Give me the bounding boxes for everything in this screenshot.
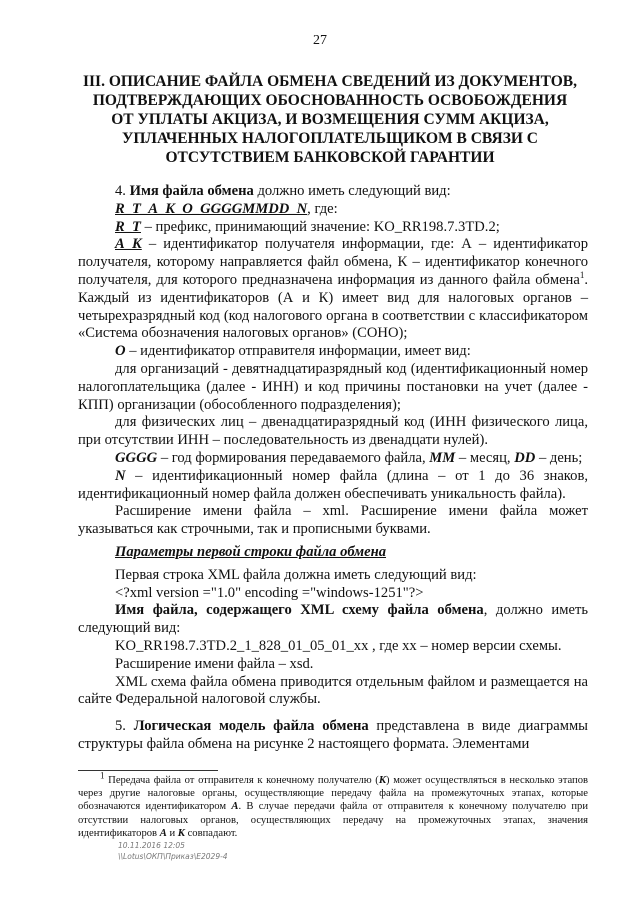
paragraph-logical-model	[78, 718, 588, 754]
paragraph-text: – день;	[535, 449, 583, 466]
paragraph-schema-file: KO_RR198.7.3TD.2_1_828_01_05_01_xx , где хх – номер версии схемы.	[115, 637, 562, 654]
paragraph-text: – год формирования передаваемого файла,	[157, 449, 430, 466]
paragraph-text: – префикс, принимающий значение: KO_RR198.7.3TD.2;	[140, 218, 500, 235]
paragraph-file-id	[78, 468, 588, 504]
footnote-text	[78, 770, 589, 840]
term-recipient: A_K	[115, 236, 142, 253]
term-schema-name: Имя файла, содержащего XML схему файла обмена	[115, 602, 484, 619]
page-number: 27	[313, 33, 327, 48]
footnote-divider	[78, 770, 218, 771]
paragraph-first-line: Первая строка XML файла должна иметь следующий вид:	[115, 566, 477, 583]
section-title: III. ОПИСАНИЕ ФАЙЛА ОБМЕНА СВЕДЕНИЙ ИЗ ДОКУМЕНТОВ, ПОДТВЕРЖДАЮЩИХ ОБОСНОВАННОСТЬ ОСВОБОЖДЕНИЯ ОТ УПЛАТЫ АКЦИЗА, И ВОЗМЕЩЕНИЯ СУММ АКЦИЗА, УПЛАЧЕННЫХ НАЛОГОПЛАТЕЛЬЩИКОМ В СВЯЗИ С ОТСУТСТВИЕМ БАНКОВСКОЙ ГАРАНТИИ	[82, 73, 578, 166]
term-file-id: N	[115, 467, 126, 484]
print-stamp-date: 10.11.2016 12:05	[118, 841, 185, 850]
paragraph-prefix	[78, 219, 588, 237]
term-day: DD	[514, 449, 536, 466]
term-logical-model: Логическая модель файла обмена	[133, 718, 369, 735]
paragraph-text: представлена в виде диаграммы структуры файла обмена на рисунке 2 настоящего формата. Элементами	[78, 718, 588, 752]
paragraph-text: – идентификатор отправителя информации, имеет вид:	[125, 343, 471, 360]
paragraph-text: – идентификатор получателя информации, где: А – идентификатор получателя, которому направляется файл обмена, К – идентификатор конечного получателя, для которого предназначена информация из данного файла обмена	[78, 236, 588, 288]
document-body	[78, 183, 588, 754]
paragraph-sender	[78, 343, 588, 361]
file-name-pattern: R_T_A_K_O_GGGGMMDD_N	[115, 200, 308, 217]
paragraph-schema-location: XML схема файла обмена приводится отдельным файлом и размещается на сайте Федеральной налоговой службы.	[78, 673, 588, 708]
paragraph-individuals: для физических лиц – двенадцатиразрядный код (ИНН физического лица, при отсутствии ИНН – последовательность из двенадцати нулей).	[78, 414, 588, 449]
term-sender: O	[115, 343, 126, 360]
paragraph-text: – идентификационный номер файла (длина – от 1 до 36 знаков, идентификационный номер файла должен обеспечивать уникальность файла).	[78, 467, 588, 502]
footnote-marker: 1	[100, 770, 105, 781]
paragraph-text: должно иметь следующий вид:	[253, 183, 451, 199]
term-month: MM	[429, 449, 456, 466]
paragraph-extension: Расширение имени файла – xml. Расширение имени файла может указываться как строчными, так и прописными буквами.	[78, 503, 588, 538]
paragraph-text: . Каждый из идентификаторов (А и К) имеет вид для налоговых органов – четырехразрядный код (код налогового органа в соответствии с классификатором «Система обозначения налоговых органов» (СОНО);	[78, 271, 588, 342]
print-stamp-path: \\Lotus\ОКП\Приказ\E2029-4	[118, 852, 228, 861]
footnote	[78, 770, 589, 840]
paragraph-schema-extension: Расширение имени файла – xsd.	[115, 655, 314, 672]
item-number: 5.	[115, 718, 134, 735]
paragraph-text: , должно иметь следующий вид:	[78, 602, 588, 637]
footnote-term: А	[159, 827, 167, 839]
paragraph-file-name	[78, 183, 588, 201]
term-prefix: R_T	[115, 218, 141, 235]
footnote-span: совпадают.	[184, 827, 238, 839]
footnote-span: и	[166, 827, 178, 839]
paragraph-text: , где:	[307, 200, 338, 217]
footnote-term: К	[378, 775, 387, 786]
footnote-term: А	[231, 801, 239, 813]
footnote-span: . В случае передачи файла от отправителя к конечному получателю при отсутствии налоговых органов, осуществляющих передачу на промежуточных этапах, значения идентификаторов	[78, 801, 588, 839]
term-year: GGGG	[115, 449, 158, 466]
paragraph-organizations: для организаций - девятнадцатиразрядный код (идентификационный номер налогоплательщика (далее - ИНН) и код причины постановки на учет (далее - КПП) организации (обособленного подразделения);	[78, 360, 588, 413]
subheading-first-line	[78, 544, 588, 562]
paragraph-xml-declaration: <?xml version ="1.0" encoding ="windows-1251"?>	[115, 584, 424, 601]
paragraph-recipient	[78, 236, 588, 343]
footnote-span: Передача файла от отправителя к конечному получателю (	[104, 775, 379, 786]
term-file-name: Имя файла обмена	[129, 183, 254, 199]
footnote-term: К	[177, 827, 185, 839]
item-number: 4.	[115, 183, 130, 199]
subheading-text: Параметры первой строки файла обмена	[115, 543, 387, 560]
footnote-ref[interactable]: 1	[579, 270, 585, 281]
footnote-span: ) может осуществляться в несколько этапов через другие налоговые органы, осуществляющие передачу файла на промежуточных этапах, которые обозначаются идентификатором	[78, 775, 589, 813]
paragraph-date	[78, 450, 588, 468]
paragraph-pattern	[78, 201, 588, 219]
paragraph-text: – месяц,	[455, 449, 515, 466]
paragraph-schema-name	[78, 602, 588, 638]
